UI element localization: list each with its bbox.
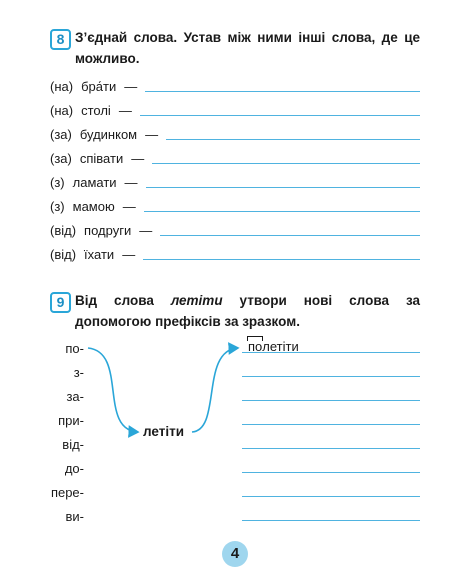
answer-line[interactable] [242, 496, 420, 497]
word: бра́ти [81, 79, 117, 94]
answer-line[interactable] [242, 424, 420, 425]
page-number: 4 [222, 541, 248, 567]
preposition: (на) [50, 79, 74, 94]
dash: — [124, 79, 138, 94]
prefix-item: від- [62, 437, 84, 452]
answer-line[interactable] [242, 448, 420, 449]
dash: — [131, 151, 145, 166]
preposition: (з) [50, 175, 65, 190]
arrow-root-to-answers [192, 348, 238, 432]
dash: — [139, 223, 153, 238]
preposition: (на) [50, 103, 74, 118]
word: мамою [72, 199, 115, 214]
prefix-item: ви- [65, 509, 84, 524]
task-8-number-badge: 8 [50, 29, 71, 50]
word: співати [79, 151, 124, 166]
prefix-item: по- [65, 341, 84, 356]
task-9-text-before: Від слова [75, 293, 171, 308]
prefix-item: з- [73, 365, 84, 380]
example-rest: летіти [262, 339, 299, 354]
arrow-prefixes-to-root [88, 348, 138, 432]
dash: — [122, 199, 136, 214]
example-prefix: по [248, 339, 263, 354]
preposition: (від) [50, 223, 77, 238]
word: ламати [72, 175, 117, 190]
answer-line[interactable] [242, 400, 420, 401]
task-8-instruction: З’єднай слова. Устав між ними інші слова, де це можливо. [75, 30, 420, 66]
task-9-number-badge: 9 [50, 292, 71, 313]
task-9-text-after: утвори нові слова за допомогою префіксів за зразком. [75, 293, 420, 329]
dash: — [122, 247, 136, 262]
dash: — [145, 127, 159, 142]
answer-line[interactable] [242, 376, 420, 377]
prefix-item: пере- [50, 485, 84, 500]
prefix-item: при- [58, 413, 84, 428]
prefix-item: за- [66, 389, 84, 404]
answer-line[interactable] [242, 472, 420, 473]
word: будинком [79, 127, 138, 142]
word: столі [81, 103, 111, 118]
task-9-text-word: летіти [170, 293, 223, 308]
prefix-item: до- [64, 461, 84, 476]
preposition: (від) [50, 247, 77, 262]
dash: — [124, 175, 138, 190]
word: подруги [84, 223, 132, 238]
dash: — [118, 103, 132, 118]
answer-line[interactable] [242, 520, 420, 521]
preposition: (за) [50, 127, 72, 142]
preposition: (за) [50, 151, 72, 166]
root-word: летіти [143, 424, 185, 439]
preposition: (з) [50, 199, 65, 214]
word: їхати [84, 247, 115, 262]
answer-line[interactable] [242, 352, 420, 353]
